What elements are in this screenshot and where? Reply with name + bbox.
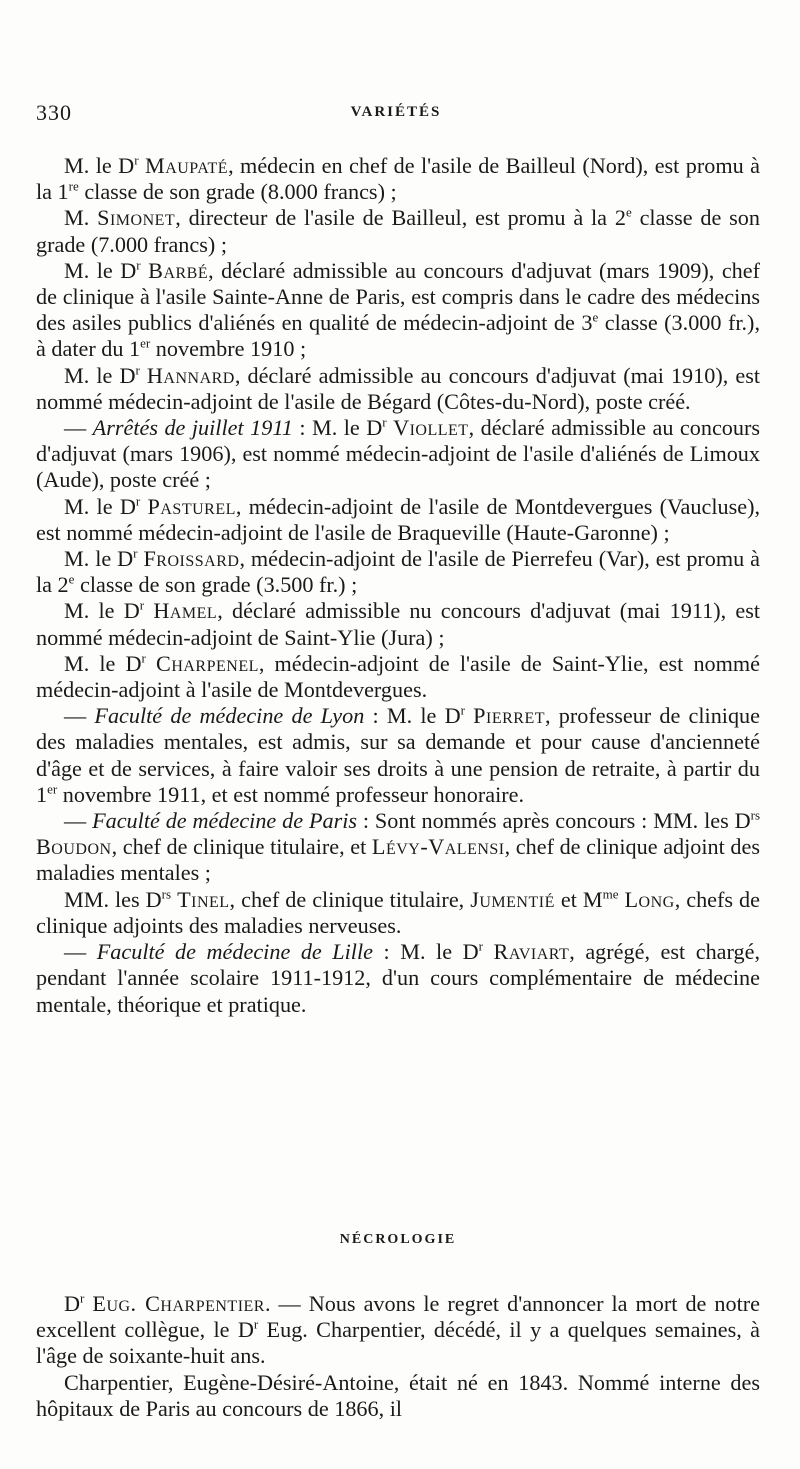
person-name: Barbé bbox=[148, 257, 209, 283]
text: , médecin-adjoint de l'asile de Saint-Ylie, est nommé médecin-adjoint à l'asile de Montdevergues. bbox=[36, 650, 761, 703]
page-header bbox=[36, 100, 756, 134]
superscript: er bbox=[140, 336, 151, 352]
person-name: Raviart bbox=[493, 939, 570, 965]
superscript: re bbox=[68, 178, 79, 194]
text: , directeur de l'asile de Bailleul, est promu à la 2 bbox=[175, 205, 626, 231]
text: — bbox=[64, 808, 93, 834]
text: novembre 1911, et est nommé professeur honoraire. bbox=[57, 781, 525, 807]
text: classe de son grade (7.000 francs) ; bbox=[36, 205, 760, 257]
superscript: r bbox=[80, 1290, 85, 1306]
text: , médecin-adjoint de l'asile de Montdevergues (Vaucluse), est nommé médecin-adjoint de l'asile de Braqueville (Haute-Garonne) ; bbox=[36, 493, 761, 545]
text: classe de son grade (8.000 francs) ; bbox=[78, 179, 397, 205]
text: M. le D bbox=[64, 362, 136, 388]
paragraph-arretes-juillet bbox=[36, 415, 760, 494]
person-name: Pierret bbox=[473, 703, 546, 729]
superscript: r bbox=[135, 362, 140, 378]
text: MM. les D bbox=[64, 886, 162, 912]
person-name: Lévy-Valensi bbox=[371, 834, 505, 860]
person-name: Pasturel bbox=[147, 493, 236, 519]
text: — bbox=[64, 415, 93, 441]
superscript: e bbox=[592, 309, 599, 325]
section-heading-necrologie: NÉCROLOGIE bbox=[339, 1232, 457, 1247]
text: , déclaré admissible nu concours d'adjuvat (mai 1911), est nommé médecin-adjoint de Saint-Ylie (Jura) ; bbox=[36, 598, 761, 650]
person-name: Tinel bbox=[177, 886, 230, 912]
superscript: e bbox=[625, 205, 632, 221]
text: , déclaré admissible au concours d'adjuvat (mars 1906), est nommé médecin-adjoint de l'asile d'aliénés de Limoux (Aude), poste créé ; bbox=[36, 415, 761, 493]
person-name: Hamel bbox=[153, 598, 218, 624]
text: , chefs de clinique adjoints des maladies nerveuses. bbox=[36, 886, 760, 938]
superscript: r bbox=[382, 414, 387, 430]
superscript: r bbox=[253, 1316, 259, 1332]
text: : M. le D bbox=[364, 703, 461, 729]
text: M. le D bbox=[64, 493, 136, 519]
section-lead: Faculté de médecine de Lyon bbox=[94, 703, 365, 729]
person-name: Charpenel bbox=[156, 650, 259, 676]
paragraph-charpentier-obituary bbox=[36, 1291, 760, 1370]
text: — bbox=[64, 703, 95, 729]
paragraph-faculte-paris bbox=[36, 808, 760, 887]
running-title: VARIÉTÉS bbox=[350, 104, 442, 120]
paragraph-hannard bbox=[36, 363, 760, 415]
paragraph-tinel bbox=[36, 887, 760, 939]
text: M. le D bbox=[64, 650, 142, 676]
paragraph-barbe bbox=[36, 258, 760, 363]
text: : Sont nommés après concours : MM. les D bbox=[357, 808, 751, 834]
person-name: Jumentié bbox=[470, 886, 555, 912]
paragraph-faculte-lyon bbox=[36, 703, 760, 808]
section-lead: Arrêtés de juillet 1911 bbox=[92, 415, 293, 441]
section-lead: Faculté de médecine de Lille bbox=[96, 939, 373, 965]
text: , médecin-adjoint de l'asile de Pierrefeu (Var), est promu à la 2 bbox=[36, 546, 761, 598]
text: : M. le D bbox=[373, 939, 479, 965]
paragraph-maupate bbox=[36, 153, 760, 205]
superscript: r bbox=[136, 257, 141, 273]
text: M. le D bbox=[64, 598, 140, 624]
text: novembre 1910 ; bbox=[150, 336, 307, 362]
paragraph-hamel bbox=[36, 598, 760, 650]
superscript: rs bbox=[750, 807, 761, 823]
text: classe (3.000 fr.), à dater du 1 bbox=[36, 310, 760, 362]
person-name: Hannard bbox=[146, 362, 235, 388]
superscript: e bbox=[68, 571, 75, 587]
superscript: r bbox=[460, 702, 465, 718]
text: , chef de clinique titulaire, et bbox=[111, 834, 372, 860]
text: Eug. Charpentier, décédé, il y a quelques semaines, à l'âge de soixante-huit ans. bbox=[36, 1317, 760, 1369]
text: M. le D bbox=[64, 153, 135, 178]
text: M. le D bbox=[64, 546, 134, 572]
text: , chef de clinique titulaire, bbox=[229, 886, 471, 912]
text: , médecin en chef de l'asile de Bailleul (Nord), est promu à la 1 bbox=[36, 153, 760, 205]
page-number: 330 bbox=[36, 100, 72, 125]
text: : M. le D bbox=[292, 415, 383, 441]
section-lead: Faculté de médecine de Paris bbox=[92, 808, 358, 834]
text: — bbox=[64, 939, 97, 965]
text: , déclaré admissible au concours d'adjuvat (mars 1909), chef de clinique à l'asile Sainte-Anne de Paris, est compris dans le cadre des médecins des asiles publics d'aliénés en qualité de médecin-adjoint de 3 bbox=[36, 257, 760, 336]
text: et M bbox=[554, 886, 603, 912]
superscript: r bbox=[139, 598, 145, 614]
paragraph-charpenel bbox=[36, 651, 760, 703]
person-name: Eug. Charpentier bbox=[92, 1291, 265, 1316]
paragraph-charpentier-biography: Charpentier, Eugène-Désiré-Antoine, était né en 1843. Nommé interne des hôpitaux de Paris au concours de 1866, il bbox=[36, 1369, 760, 1421]
person-name: Froissard bbox=[143, 546, 240, 572]
text: , déclaré admissible au concours d'adjuvat (mai 1910), est nommé médecin-adjoint de l'asile de Bégard (Côtes-du-Nord), poste créé. bbox=[36, 362, 760, 414]
paragraph-simonet bbox=[36, 205, 760, 257]
superscript: r bbox=[478, 938, 483, 954]
person-name: Simonet bbox=[97, 205, 176, 231]
necrologie-text bbox=[36, 1291, 760, 1422]
text: , agrégé, est chargé, pendant l'année scolaire 1911-1912, d'un cours complémentaire de médecine mentale, théorique et pratique. bbox=[36, 939, 760, 1017]
person-name: Boudon bbox=[36, 834, 112, 860]
superscript: me bbox=[602, 886, 619, 902]
person-name: Viollet bbox=[393, 415, 469, 441]
superscript: rs bbox=[161, 886, 172, 902]
text: D bbox=[64, 1291, 81, 1316]
paragraph-pasturel bbox=[36, 494, 760, 546]
text: M. bbox=[64, 205, 98, 231]
paragraph-froissard bbox=[36, 546, 760, 598]
superscript: r bbox=[133, 545, 138, 561]
superscript: r bbox=[141, 650, 146, 666]
superscript: r bbox=[135, 493, 141, 509]
person-name: Long bbox=[624, 886, 675, 912]
superscript: er bbox=[47, 781, 58, 797]
text: . — Nous avons le regret d'annoncer la mort de notre excellent collègue, le D bbox=[36, 1291, 760, 1343]
text: M. le D bbox=[64, 257, 137, 283]
text: , chef de clinique adjoint des maladies mentales ; bbox=[36, 834, 760, 886]
body-text bbox=[36, 153, 760, 1018]
paragraph-faculte-lille bbox=[36, 939, 760, 1018]
person-name: Maupaté bbox=[144, 153, 229, 178]
text: , professeur de clinique des maladies mentales, est admis, sur sa demande et pour cause d'ancienneté d'âge et de services, à faire valoir ses droits à une pension de retraite, à partir du 1 bbox=[36, 703, 760, 807]
text: classe de son grade (3.500 fr.) ; bbox=[74, 572, 358, 598]
superscript: r bbox=[134, 152, 139, 168]
